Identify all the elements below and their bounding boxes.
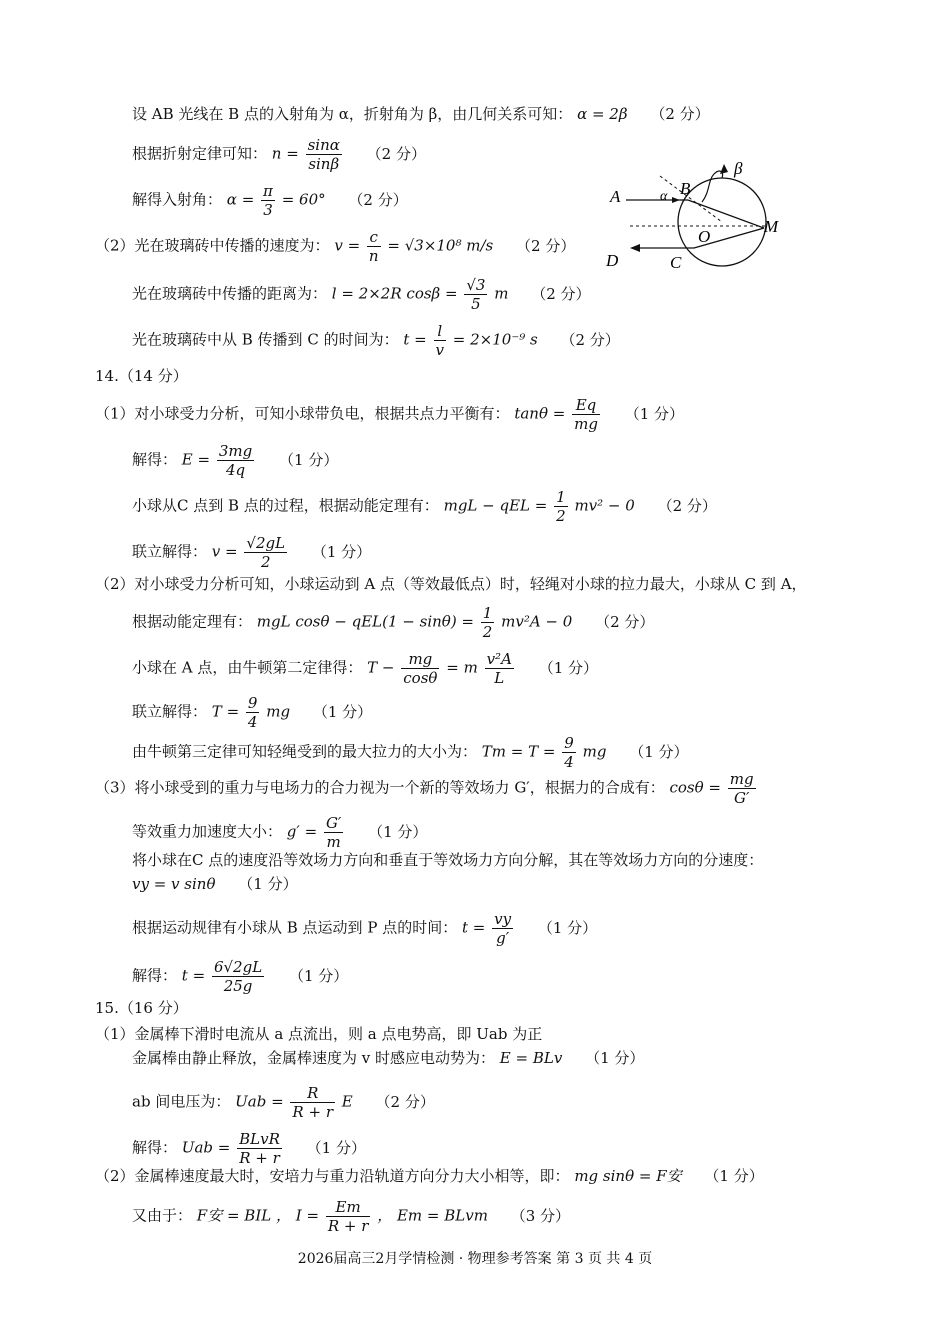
- equation: = 60°: [281, 190, 326, 209]
- fraction: [290, 1084, 335, 1121]
- numerator: 9: [564, 734, 574, 752]
- denominator: 4: [564, 753, 574, 771]
- text-line: [132, 604, 654, 641]
- score: （2 分）: [366, 144, 426, 163]
- fraction: [464, 276, 487, 313]
- text-line: [132, 136, 426, 173]
- denominator: R + r: [292, 1103, 333, 1121]
- equation: Uab =: [235, 1092, 284, 1111]
- equation: t =: [461, 918, 486, 937]
- equation: t =: [181, 966, 206, 985]
- equation: α =: [226, 190, 255, 209]
- score: （1 分）: [279, 450, 339, 469]
- normal-dashed: [660, 176, 722, 222]
- denominator: 3: [263, 201, 273, 219]
- text: 解得：: [132, 966, 178, 985]
- text: ab 间电压为：: [132, 1092, 231, 1111]
- equation: E: [341, 1092, 353, 1111]
- fraction: [261, 182, 275, 219]
- denominator: v: [435, 341, 444, 359]
- fraction: [728, 770, 756, 807]
- equation: mg: [266, 702, 291, 721]
- fraction: [401, 650, 439, 687]
- arrow-icon: [720, 164, 728, 174]
- text-line: [95, 396, 684, 433]
- score: （2 分）: [657, 496, 717, 515]
- equation: m: [494, 284, 509, 303]
- fraction: [492, 910, 513, 947]
- equation: n =: [271, 144, 299, 163]
- text: （2）金属棒速度最大时，安培力与重力沿轨道方向分力大小相等，即：: [95, 1167, 570, 1185]
- score: （1 分）: [624, 404, 685, 423]
- equation: T −: [367, 658, 395, 677]
- equation: vy = v sinθ: [132, 875, 216, 893]
- equation: I =: [295, 1206, 320, 1225]
- label-d: D: [606, 251, 619, 270]
- score: （1 分）: [538, 658, 598, 677]
- denominator: m: [326, 833, 341, 851]
- text: 设 AB 光线在 B 点的入射角为 α，折射角为 β，由几何关系可知：: [132, 105, 573, 123]
- equation: mg: [582, 742, 607, 761]
- denominator: cosθ: [403, 669, 438, 687]
- score: （2 分）: [375, 1092, 435, 1111]
- text-line: [132, 694, 372, 731]
- text: 联立解得：: [132, 702, 208, 721]
- equation: E =: [181, 450, 211, 469]
- score: （1 分）: [368, 822, 428, 841]
- numerator: mg: [401, 650, 439, 669]
- numerator: v²A: [486, 650, 512, 668]
- equation: tanθ =: [514, 404, 566, 423]
- numerator: l: [434, 322, 446, 341]
- equation: t =: [403, 330, 427, 349]
- score: （3 分）: [510, 1206, 571, 1225]
- text-line: [95, 1166, 764, 1186]
- denominator: mg: [574, 415, 598, 433]
- text-line: [132, 104, 710, 124]
- text-line: [132, 276, 591, 313]
- fraction: [572, 396, 600, 433]
- numerator: sinα: [307, 136, 340, 154]
- equation: v =: [334, 236, 361, 255]
- equation: = 2×10⁻⁹ s: [452, 330, 538, 349]
- text-line: [132, 734, 689, 771]
- arrow-icon: [630, 244, 640, 252]
- numerator: √2gL: [246, 534, 286, 552]
- numerator: √3: [466, 276, 486, 294]
- numerator: π: [263, 182, 273, 200]
- equation: v =: [211, 542, 238, 561]
- label-o: O: [698, 227, 711, 246]
- numerator: R: [290, 1084, 335, 1103]
- score: （1 分）: [704, 1167, 764, 1185]
- text: 解得：: [132, 1138, 178, 1157]
- label-alpha: α: [660, 189, 668, 204]
- numerator: mg: [729, 770, 754, 788]
- equation: E = BLv: [499, 1049, 563, 1067]
- score: （2 分）: [650, 105, 710, 123]
- text: 解得：: [132, 450, 178, 469]
- denominator: R + r: [327, 1217, 369, 1235]
- score: （1 分）: [288, 966, 349, 985]
- denominator: 25g: [223, 977, 253, 995]
- equation: = m: [446, 658, 478, 677]
- text-line: [132, 1048, 644, 1068]
- text: 又由于：: [132, 1206, 193, 1225]
- score: （2 分）: [348, 190, 408, 209]
- numerator: c: [367, 228, 381, 247]
- text: （1）对小球受力分析，可知小球带负电，根据共点力平衡有：: [95, 404, 510, 423]
- score: （1 分）: [629, 742, 689, 761]
- equation: mgL − qEL =: [443, 496, 548, 515]
- score: （1 分）: [306, 1138, 366, 1157]
- denominator: 5: [471, 295, 481, 313]
- text-line: [132, 442, 338, 479]
- optics-diagram: [600, 150, 800, 280]
- numerator: Eq: [572, 396, 600, 415]
- text: （1）金属棒下滑时电流从 a 点流出，则 a 点电势高，即 Uab 为正: [95, 1025, 543, 1043]
- equation: Uab =: [181, 1138, 231, 1157]
- denominator: 4q: [225, 461, 246, 479]
- arrow-icon: [672, 197, 680, 203]
- heading: 14.（14 分）: [95, 367, 188, 385]
- label-a: A: [610, 187, 621, 206]
- label-m: M: [764, 217, 779, 236]
- numerator: BLvR: [239, 1130, 280, 1148]
- equation: mgL cosθ − qEL(1 − sinθ) =: [256, 612, 475, 631]
- numerator: 3mg: [218, 442, 253, 460]
- text-line: [132, 650, 598, 687]
- equation: g′ =: [286, 822, 318, 841]
- label-c: C: [670, 253, 682, 272]
- text-line: [132, 814, 427, 851]
- denominator: n: [368, 247, 379, 265]
- score: （2 分）: [595, 612, 655, 631]
- score: （2 分）: [531, 284, 591, 303]
- denominator: 2: [260, 553, 271, 571]
- text-line: [132, 322, 620, 359]
- text: 金属棒由静止释放，金属棒速度为 v 时感应电动势为：: [132, 1049, 496, 1067]
- heading: 15.（16 分）: [95, 999, 188, 1017]
- equation: mg sinθ = F安: [574, 1167, 682, 1185]
- fraction: [217, 442, 254, 479]
- text: 根据动能定理有：: [132, 612, 253, 631]
- denominator: G′: [734, 789, 750, 807]
- fraction: [554, 488, 568, 525]
- equation: α = 2β: [577, 105, 628, 123]
- text: 根据运动规律有小球从 B 点运动到 P 点的时间：: [132, 918, 458, 937]
- refracted-ray-bm: [688, 200, 764, 228]
- fraction: [326, 1198, 371, 1235]
- text: 小球从C 点到 B 点的过程，根据动能定理有：: [132, 496, 439, 515]
- text-line: [132, 1130, 366, 1167]
- equation: Tm = T =: [481, 742, 556, 761]
- fraction: [434, 322, 446, 359]
- numerator: 1: [556, 488, 566, 506]
- text: 光在玻璃砖中传播的距离为：: [132, 284, 328, 303]
- text: 小球在 A 点，由牛顿第二定律得：: [132, 658, 363, 677]
- equation: T =: [211, 702, 240, 721]
- equation: F安 = BIL ，: [196, 1206, 291, 1225]
- score: （1 分）: [311, 542, 372, 561]
- score: （2 分）: [516, 236, 576, 255]
- equation: mv² − 0: [574, 496, 635, 515]
- fraction: [212, 958, 264, 995]
- denominator: R + r: [239, 1149, 280, 1167]
- text-line: [132, 850, 763, 870]
- beta-curve: [702, 171, 723, 202]
- text: （3）将小球受到的重力与电场力的合力视为一个新的等效场力 G′，根据力的合成有：: [95, 778, 665, 797]
- fraction: [485, 650, 514, 687]
- fraction: [562, 734, 576, 771]
- fraction: [237, 1130, 282, 1167]
- text: 光在玻璃砖中从 B 传播到 C 的时间为：: [132, 330, 399, 349]
- text: （2）对小球受力分析可知，小球运动到 A 点（等效最低点）时，轻绳对小球的拉力最大，小球从 C 到 A，: [95, 575, 807, 593]
- fraction: [481, 604, 495, 641]
- equation: = √3×10⁸ m/s: [387, 236, 494, 255]
- equation: ， Em = BLvm: [377, 1206, 488, 1225]
- label-beta: β: [734, 159, 743, 178]
- numerator: Em: [326, 1198, 371, 1217]
- equation: cosθ =: [669, 778, 721, 797]
- score: （1 分）: [585, 1049, 645, 1067]
- fraction: [324, 814, 343, 851]
- text: 解得入射角：: [132, 190, 223, 209]
- score: （2 分）: [560, 330, 620, 349]
- text-line: [132, 874, 298, 894]
- numerator: vy: [494, 910, 512, 928]
- text-line: [132, 958, 348, 995]
- text-line: [95, 1024, 542, 1044]
- numerator: 6√2gL: [213, 958, 263, 976]
- score: （1 分）: [537, 918, 598, 937]
- text-line: [132, 488, 717, 525]
- fraction: [244, 534, 287, 571]
- text-line: [95, 574, 807, 594]
- label-b: B: [680, 179, 691, 198]
- text-line: [132, 1084, 435, 1121]
- denominator: L: [494, 669, 505, 687]
- fraction: [246, 694, 260, 731]
- text-line: [132, 534, 371, 571]
- text: （2）光在玻璃砖中传播的速度为：: [95, 236, 330, 255]
- text-line: [132, 1198, 570, 1235]
- denominator: 2: [482, 623, 493, 641]
- text: 由牛顿第三定律可知轻绳受到的最大拉力的大小为：: [132, 742, 478, 761]
- denominator: 2: [556, 507, 566, 525]
- text: 等效重力加速度大小：: [132, 822, 283, 841]
- text-line: [132, 182, 408, 219]
- numerator: 9: [247, 694, 258, 712]
- text: 将小球在C 点的速度沿等效场力方向和垂直于等效场力方向分解，其在等效场力方向的分速度：: [132, 851, 764, 869]
- text-line: [132, 910, 597, 947]
- question-heading: [95, 998, 188, 1018]
- numerator: G′: [325, 814, 342, 832]
- numerator: 1: [482, 604, 493, 622]
- question-heading: [95, 366, 188, 386]
- text-line: [95, 228, 575, 265]
- denominator: 4: [247, 713, 258, 731]
- fraction: [306, 136, 342, 173]
- denominator: sinβ: [308, 155, 340, 173]
- fraction: [367, 228, 381, 265]
- denominator: g′: [496, 929, 510, 947]
- equation: l = 2×2R cosβ =: [331, 284, 458, 303]
- equation: mv²A − 0: [501, 612, 573, 631]
- text: 根据折射定律可知：: [132, 144, 268, 163]
- score: （1 分）: [238, 875, 298, 893]
- text: 联立解得：: [132, 542, 208, 561]
- text-line: [95, 770, 758, 807]
- page-footer: 2026届高三2月学情检测 · 物理参考答案 第 3 页 共 4 页: [297, 1251, 653, 1267]
- score: （1 分）: [312, 702, 373, 721]
